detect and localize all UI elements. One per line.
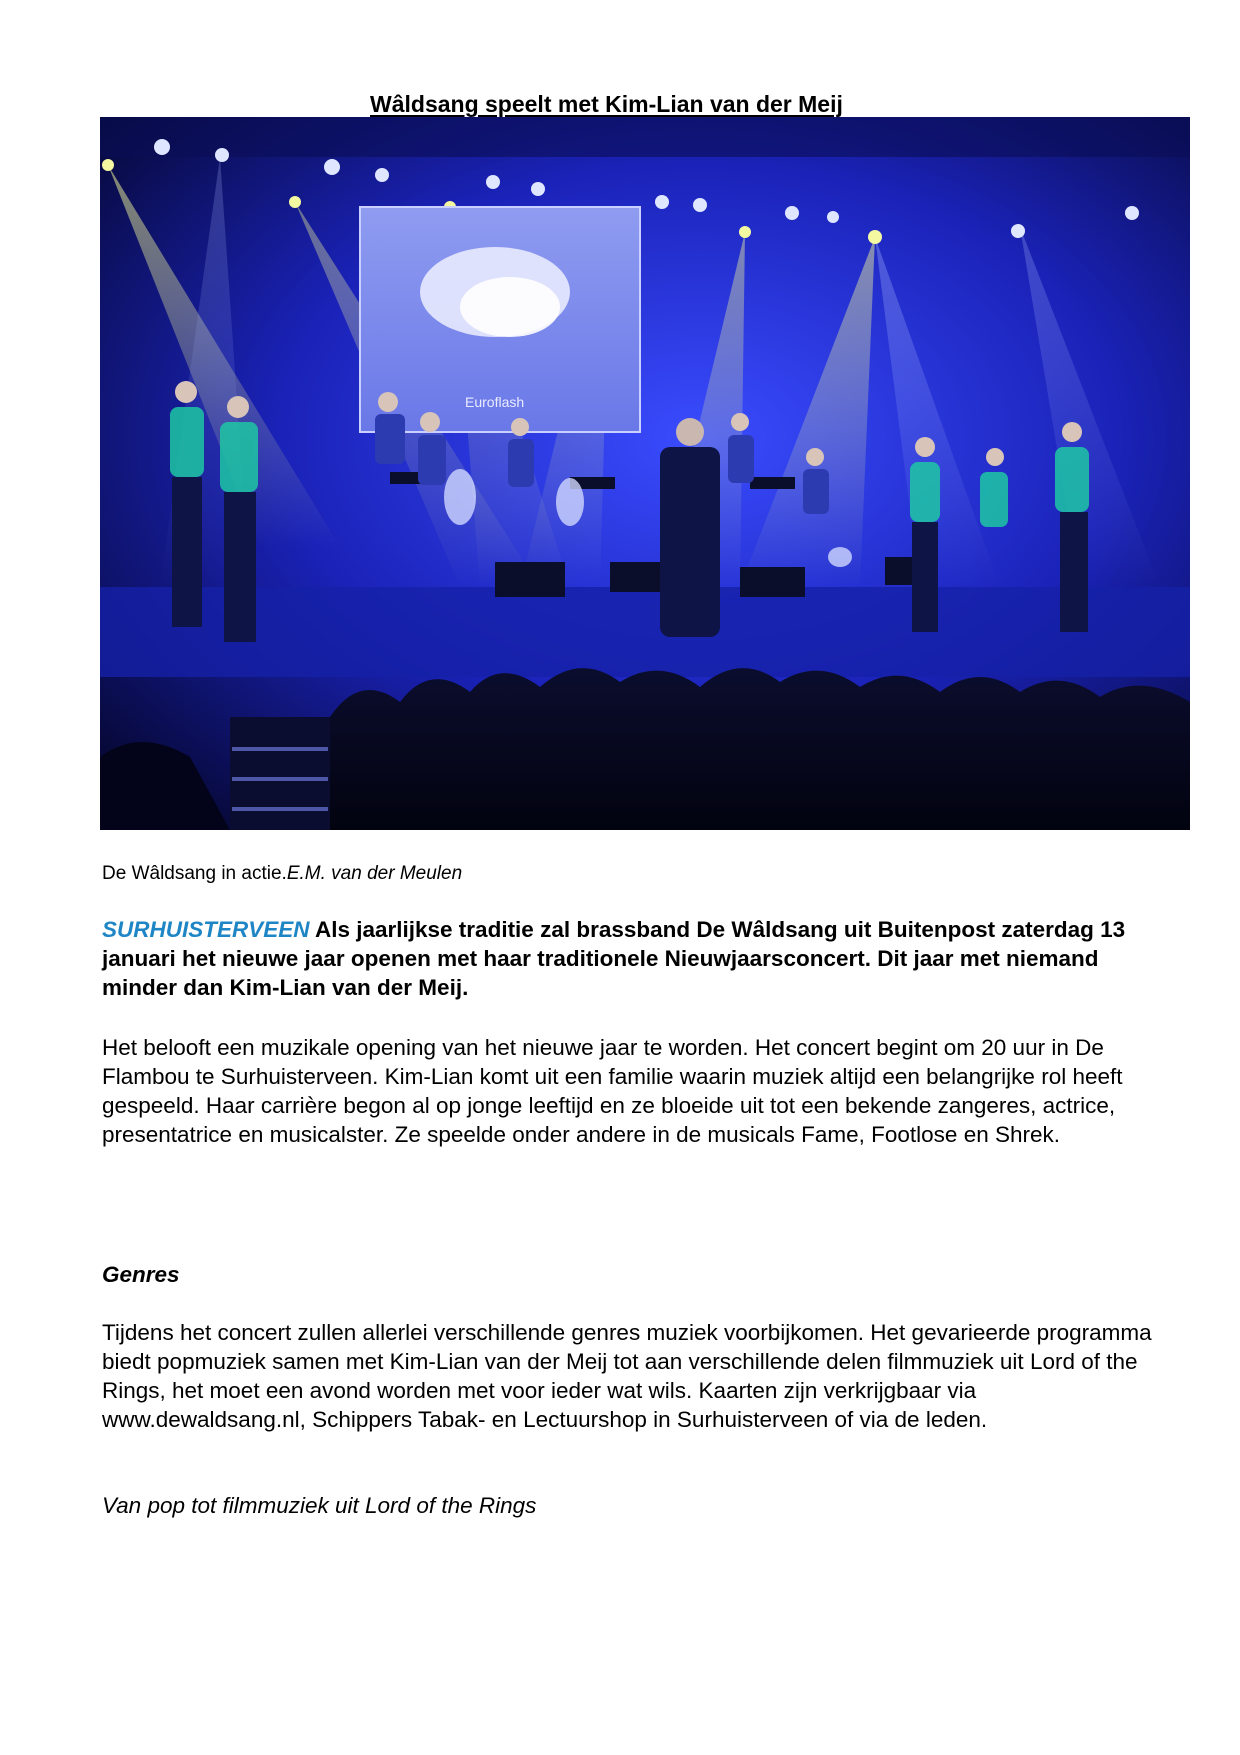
photo-credit: E.M. van der Meulen <box>286 863 463 884</box>
article-title: Wâldsang speelt met Kim-Lian van der Meij <box>370 91 843 117</box>
section-heading: Genres <box>102 1262 180 1287</box>
photo-caption <box>102 862 462 886</box>
caption-text: De Wâldsang in actie. <box>102 863 287 884</box>
subheading: Van pop tot filmmuziek uit Lord of the Rings <box>102 1493 537 1518</box>
lead-text: Als jaarlijkse traditie zal brassband De Wâldsang uit Buitenpost zaterdag 13 januari het nieuwe jaar openen met haar traditionele Nieuwjaarsconcert. Dit jaar met niemand minder dan Kim-Lian van der Meij. <box>102 917 1126 1000</box>
lead-paragraph <box>102 915 1152 1002</box>
body-paragraph-1: Het belooft een muzikale opening van het nieuwe jaar te worden. Het concert begint om 20 uur in De Flambou te Surhuisterveen. Kim-Lian komt uit een familie waarin muziek altijd een belangrijke rol heeft gespeeld. Haar carrière begon al op jonge leeftijd en ze bloeide uit tot een bekende zangeres, actrice, presentatrice en musicalster. Ze speelde onder andere in de musicals Fame, Footlose en Shrek. <box>102 1035 1123 1147</box>
screen-caption: Euroflash <box>465 394 525 410</box>
dateline-place: SURHUISTERVEEN <box>102 917 310 942</box>
body-paragraph-2: Tijdens het concert zullen allerlei verschillende genres muziek voorbijkomen. Het gevarieerde programma biedt popmuziek samen met Kim-Lian van der Meij tot aan verschillende delen filmmuziek uit Lord of the Rings, het moet een avond worden met voor ieder wat wils. Kaarten zijn verkrijgbaar via www.dewaldsang.nl, Schippers Tabak- en Lectuurshop in Surhuisterveen of via de leden. <box>102 1320 1152 1432</box>
concert-photo <box>100 117 1190 830</box>
